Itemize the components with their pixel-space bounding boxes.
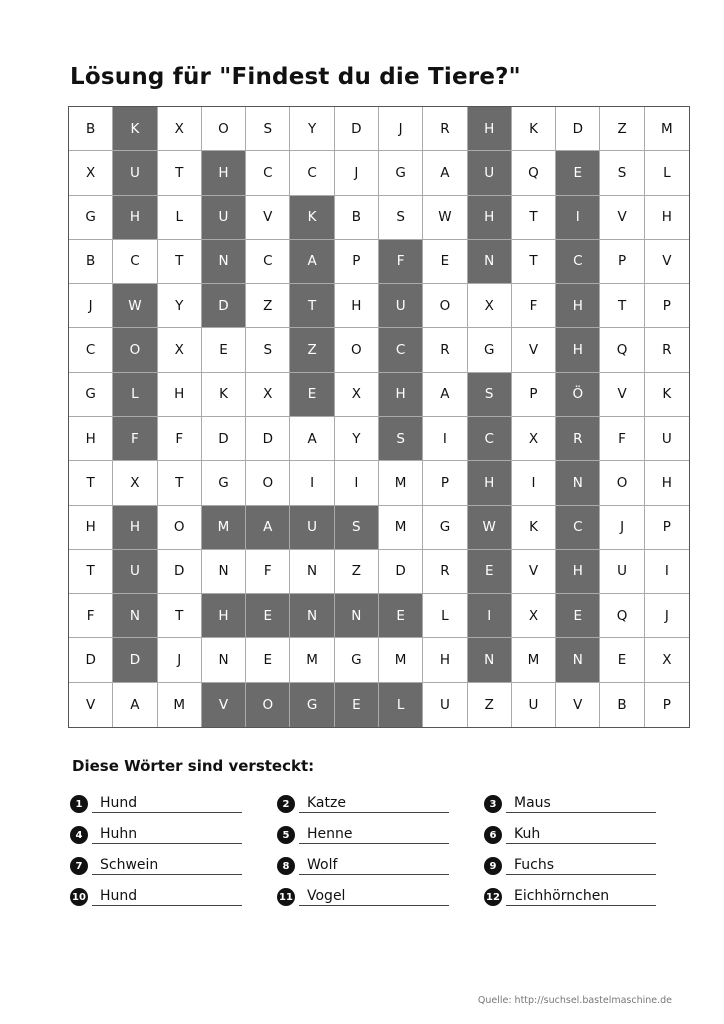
grid-cell: H	[113, 196, 157, 240]
grid-cell: H	[335, 284, 379, 328]
grid-cell: N	[556, 638, 600, 682]
grid-cell: E	[468, 550, 512, 594]
number-badge: 7	[70, 857, 88, 875]
hidden-word: Hund	[92, 793, 242, 813]
grid-cell: S	[335, 506, 379, 550]
grid-cell: X	[512, 417, 556, 461]
hidden-word: Huhn	[92, 824, 242, 844]
grid-cell: H	[556, 328, 600, 372]
grid-cell: H	[556, 284, 600, 328]
grid-cell: Y	[158, 284, 202, 328]
grid-cell: X	[69, 151, 113, 195]
grid-cell: T	[158, 594, 202, 638]
grid-cell: L	[645, 151, 689, 195]
hidden-word-item	[70, 824, 260, 846]
grid-cell: T	[158, 240, 202, 284]
number-badge: 3	[484, 795, 502, 813]
grid-cell: H	[202, 151, 246, 195]
grid-cell: I	[290, 461, 334, 505]
grid-cell: T	[600, 284, 644, 328]
grid-cell: D	[202, 284, 246, 328]
hidden-word-item	[277, 855, 467, 877]
grid-cell: C	[246, 240, 290, 284]
grid-cell: U	[512, 683, 556, 727]
hidden-word: Henne	[299, 824, 449, 844]
grid-cell: X	[246, 373, 290, 417]
grid-cell: B	[69, 240, 113, 284]
grid-cell: H	[379, 373, 423, 417]
grid-cell: O	[158, 506, 202, 550]
number-badge: 8	[277, 857, 295, 875]
grid-cell: S	[468, 373, 512, 417]
hidden-word-item	[70, 793, 260, 815]
grid-cell: H	[423, 638, 467, 682]
grid-cell: D	[158, 550, 202, 594]
grid-cell: Q	[600, 594, 644, 638]
grid-cell: Z	[600, 107, 644, 151]
grid-cell: E	[556, 151, 600, 195]
grid-cell: U	[113, 151, 157, 195]
grid-cell: W	[423, 196, 467, 240]
grid-cell: L	[423, 594, 467, 638]
grid-cell: J	[600, 506, 644, 550]
grid-cell: J	[158, 638, 202, 682]
grid-cell: Z	[290, 328, 334, 372]
number-badge: 6	[484, 826, 502, 844]
grid-cell: H	[556, 550, 600, 594]
hidden-word: Wolf	[299, 855, 449, 875]
grid-cell: G	[335, 638, 379, 682]
grid-cell: T	[69, 461, 113, 505]
hidden-word: Katze	[299, 793, 449, 813]
grid-cell: I	[423, 417, 467, 461]
grid-cell: C	[113, 240, 157, 284]
grid-cell: F	[69, 594, 113, 638]
grid-cell: C	[556, 240, 600, 284]
grid-cell: U	[113, 550, 157, 594]
hidden-word-item	[277, 824, 467, 846]
grid-cell: F	[379, 240, 423, 284]
grid-cell: S	[379, 417, 423, 461]
hidden-word: Maus	[506, 793, 656, 813]
grid-cell: O	[113, 328, 157, 372]
grid-cell: Q	[600, 328, 644, 372]
grid-cell: D	[335, 107, 379, 151]
grid-cell: P	[645, 284, 689, 328]
grid-cell: M	[645, 107, 689, 151]
grid-cell: M	[379, 506, 423, 550]
hidden-word: Kuh	[506, 824, 656, 844]
grid-cell: E	[246, 638, 290, 682]
grid-cell: T	[512, 196, 556, 240]
grid-cell: P	[645, 506, 689, 550]
grid-cell: P	[423, 461, 467, 505]
grid-cell: C	[290, 151, 334, 195]
grid-cell: J	[379, 107, 423, 151]
grid-cell: I	[645, 550, 689, 594]
grid-cell: U	[202, 196, 246, 240]
grid-cell: X	[158, 328, 202, 372]
grid-cell: M	[202, 506, 246, 550]
grid-cell: C	[468, 417, 512, 461]
hidden-word: Fuchs	[506, 855, 656, 875]
grid-cell: C	[379, 328, 423, 372]
grid-cell: E	[246, 594, 290, 638]
grid-cell: G	[290, 683, 334, 727]
grid-cell: F	[600, 417, 644, 461]
grid-cell: S	[379, 196, 423, 240]
hidden-words-list	[70, 793, 670, 923]
grid-cell: O	[246, 461, 290, 505]
grid-cell: V	[69, 683, 113, 727]
grid-cell: D	[69, 638, 113, 682]
grid-cell: E	[335, 683, 379, 727]
grid-cell: R	[423, 550, 467, 594]
grid-cell: H	[645, 461, 689, 505]
grid-cell: V	[512, 550, 556, 594]
grid-cell: X	[645, 638, 689, 682]
number-badge: 9	[484, 857, 502, 875]
grid-cell: C	[556, 506, 600, 550]
grid-cell: H	[645, 196, 689, 240]
grid-cell: N	[202, 240, 246, 284]
grid-cell: I	[512, 461, 556, 505]
grid-cell: N	[290, 594, 334, 638]
grid-cell: G	[468, 328, 512, 372]
grid-cell: K	[202, 373, 246, 417]
hidden-word-item	[484, 824, 674, 846]
grid-cell: H	[468, 461, 512, 505]
number-badge: 5	[277, 826, 295, 844]
grid-cell: A	[423, 373, 467, 417]
grid-cell: N	[468, 638, 512, 682]
grid-cell: P	[662, 696, 671, 713]
grid-cell: B	[69, 107, 113, 151]
grid-cell: E	[423, 240, 467, 284]
grid-cell: W	[113, 284, 157, 328]
hidden-word-item	[484, 886, 674, 908]
number-badge: 11	[277, 888, 295, 906]
grid-cell: R	[423, 328, 467, 372]
grid-cell: N	[556, 461, 600, 505]
grid-cell: E	[556, 594, 600, 638]
grid-cell: N	[468, 240, 512, 284]
grid-cell: T	[512, 240, 556, 284]
grid-cell: A	[290, 240, 334, 284]
grid-cell: J	[69, 284, 113, 328]
grid-cell: H	[158, 373, 202, 417]
grid-cell: H	[69, 506, 113, 550]
grid-cell: H	[69, 417, 113, 461]
grid-cell: T	[158, 461, 202, 505]
grid-cell: N	[113, 594, 157, 638]
number-badge: 12	[484, 888, 502, 906]
word-search-grid	[68, 106, 690, 728]
grid-cell: V	[246, 196, 290, 240]
grid-cell: P	[600, 240, 644, 284]
hidden-word: Hund	[92, 886, 242, 906]
grid-cell: G	[69, 373, 113, 417]
number-badge: 2	[277, 795, 295, 813]
grid-cell: H	[468, 196, 512, 240]
grid-cell: M	[290, 638, 334, 682]
hidden-word-item	[70, 855, 260, 877]
grid-cell: N	[202, 638, 246, 682]
grid-cell: G	[69, 196, 113, 240]
grid-cell: N	[335, 594, 379, 638]
grid-cell: A	[113, 683, 157, 727]
grid-cell: E	[379, 594, 423, 638]
hidden-word-item	[484, 793, 674, 815]
grid-cell: E	[290, 373, 334, 417]
grid-cell: R	[423, 107, 467, 151]
grid-cell: D	[202, 417, 246, 461]
grid-cell: D	[379, 550, 423, 594]
grid-cell: M	[379, 638, 423, 682]
grid-cell: G	[423, 506, 467, 550]
grid-cell: S	[246, 107, 290, 151]
grid-cell: E	[600, 638, 644, 682]
grid-cell: F	[512, 284, 556, 328]
grid-cell: C	[246, 151, 290, 195]
grid-cell: D	[113, 638, 157, 682]
hidden-words-heading: Diese Wörter sind versteckt:	[72, 757, 315, 775]
grid-cell: N	[202, 550, 246, 594]
grid-cell: V	[600, 196, 644, 240]
grid-cell: P	[512, 373, 556, 417]
grid-cell: F	[158, 417, 202, 461]
grid-cell: K	[645, 373, 689, 417]
grid-cell: I	[556, 196, 600, 240]
grid-cell: M	[512, 638, 556, 682]
grid-cell: Z	[335, 550, 379, 594]
grid-cell: U	[645, 417, 689, 461]
grid-cell: F	[246, 550, 290, 594]
grid-cell: A	[423, 151, 467, 195]
grid-cell: F	[113, 417, 157, 461]
grid-cell: A	[290, 417, 334, 461]
grid-cell: V	[645, 240, 689, 284]
grid-cell: N	[290, 550, 334, 594]
grid-cell: V	[556, 683, 600, 727]
grid-cell: Ö	[556, 373, 600, 417]
hidden-word: Vogel	[299, 886, 449, 906]
grid-cell: T	[69, 550, 113, 594]
number-badge: 4	[70, 826, 88, 844]
grid-cell: L	[379, 683, 423, 727]
grid-cell: O	[246, 683, 290, 727]
grid-cell: E	[202, 328, 246, 372]
grid-cell: W	[468, 506, 512, 550]
grid-cell: D	[556, 107, 600, 151]
hidden-word-item	[277, 793, 467, 815]
grid-cell: O	[423, 284, 467, 328]
grid-cell: B	[600, 683, 644, 727]
grid-cell: L	[158, 196, 202, 240]
grid-cell: Q	[512, 151, 556, 195]
source-note: Quelle: http://suchsel.bastelmaschine.de	[477, 995, 672, 1006]
grid-cell: D	[246, 417, 290, 461]
grid-cell: V	[600, 373, 644, 417]
number-badge: 1	[70, 795, 88, 813]
grid-cell: X	[335, 373, 379, 417]
grid-cell: G	[202, 461, 246, 505]
hidden-word: Eichhörnchen	[506, 886, 656, 906]
grid-cell: B	[335, 196, 379, 240]
grid-cell: I	[468, 594, 512, 638]
grid-cell: T	[158, 151, 202, 195]
grid-cell: U	[379, 284, 423, 328]
grid-cell: I	[335, 461, 379, 505]
grid-cell: X	[113, 461, 157, 505]
page-title: Lösung für "Findest du die Tiere?"	[70, 64, 521, 90]
grid-cell: M	[158, 683, 202, 727]
grid-cell: S	[600, 151, 644, 195]
grid-cell: Z	[246, 284, 290, 328]
grid-cell: L	[113, 373, 157, 417]
grid-cell: R	[645, 328, 689, 372]
grid-cell: O	[600, 461, 644, 505]
grid-cell: K	[113, 107, 157, 151]
grid-cell: V	[202, 683, 246, 727]
grid-cell: U	[468, 151, 512, 195]
grid-cell: Y	[290, 107, 334, 151]
grid-cell: Z	[468, 683, 512, 727]
grid-cell: O	[335, 328, 379, 372]
hidden-word-item	[277, 886, 467, 908]
grid-cell: X	[512, 594, 556, 638]
grid-cell: H	[468, 107, 512, 151]
grid-cell: O	[202, 107, 246, 151]
grid-cell: K	[512, 107, 556, 151]
hidden-word: Schwein	[92, 855, 242, 875]
grid-cell: H	[202, 594, 246, 638]
hidden-word-item	[484, 855, 674, 877]
grid-cell: T	[290, 284, 334, 328]
grid-cell: R	[556, 417, 600, 461]
grid-cell: S	[246, 328, 290, 372]
grid-cell: Y	[335, 417, 379, 461]
grid-cell: H	[113, 506, 157, 550]
grid-cell: K	[512, 506, 556, 550]
grid-cell: J	[335, 151, 379, 195]
number-badge: 10	[70, 888, 88, 906]
hidden-word-item	[70, 886, 260, 908]
grid-cell: G	[379, 151, 423, 195]
grid-cell: U	[600, 550, 644, 594]
grid-cell: C	[69, 328, 113, 372]
grid-cell: J	[645, 594, 689, 638]
grid-cell: K	[290, 196, 334, 240]
grid-cell: U	[290, 506, 334, 550]
grid-cell: X	[468, 284, 512, 328]
grid-cell: A	[246, 506, 290, 550]
grid-cell: X	[158, 107, 202, 151]
grid-cell: U	[423, 683, 467, 727]
grid-cell: M	[379, 461, 423, 505]
grid-cell: P	[335, 240, 379, 284]
grid-cell: V	[512, 328, 556, 372]
